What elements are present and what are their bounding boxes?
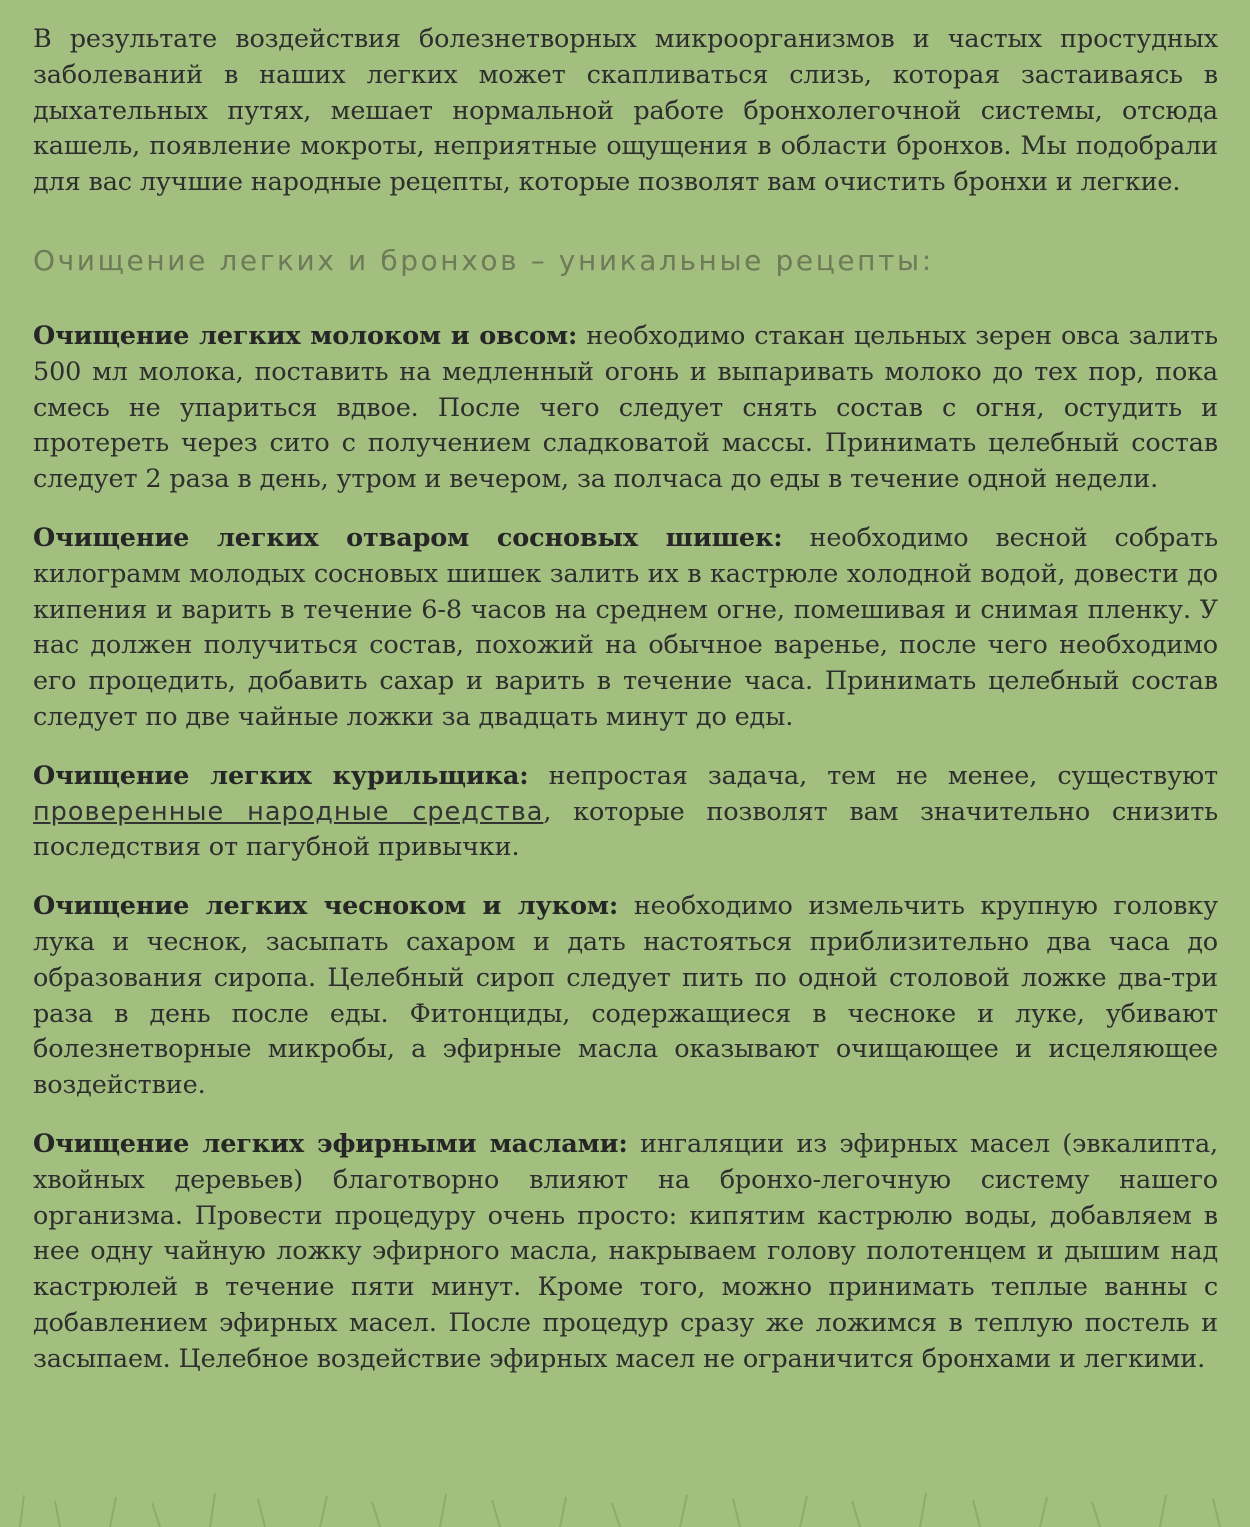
recipe-garlic-onion bbox=[33, 889, 1218, 1104]
article bbox=[33, 22, 1218, 1401]
intro-paragraph: В результате воздействия болезнетворных микроорганизмов и частых простудных заболеваний в наших легких может скапливаться слизь, которая застаиваясь в дыхательных путях, мешает нормальной работе бронхолегочной системы, отсюда кашель, появление мокроты, неприятные ощущения в области бронхов. Мы подобрали для вас лучшие народные рецепты, которые позволят вам очистить бронхи и легкие. bbox=[33, 24, 1218, 198]
recipe-title: Очищение легких курильщика: bbox=[33, 760, 529, 791]
grass-decoration bbox=[0, 1487, 1250, 1527]
recipe-essential-oils bbox=[33, 1127, 1218, 1378]
folk-remedies-link[interactable]: проверенные народные средства bbox=[33, 796, 544, 827]
recipe-title: Очищение легких молоком и овсом: bbox=[33, 320, 578, 351]
recipe-text: необходимо измельчить крупную головку лука и чеснок, засыпать сахаром и дать настояться приблизительно два часа до образования сиропа. Целебный сироп следует пить по одной столовой ложке два-три раза в день после еды. Фитонциды, содержащиеся в чесноке и луке, убивают болезнетворные микробы, а эфирные масла оказывают очищающее и исцеляющее воздействие. bbox=[33, 891, 1218, 1101]
recipe-title: Очищение легких отваром сосновых шишек: bbox=[33, 522, 783, 553]
recipe-milk-oats bbox=[33, 319, 1218, 498]
recipe-text: непростая задача, тем не менее, существуют bbox=[528, 760, 1218, 791]
recipe-text: ингаляции из эфирных масел (эвкалипта, хвойных деревьев) благотворно влияют на бронхо-легочную систему нашего организма. Провести процедуру очень просто: кипятим кастрюлю воды, добавляем в нее одну чайную ложку эфирного масла, накрываем голову полотенцем и дышим над кастрюлей в течение пяти минут. Кроме того, можно принимать теплые ванны с добавлением эфирных масел. После процедур сразу же ложимся в теплую постель и засыпаем. Целебное воздействие эфирных масел не ограничится бронхами и легкими. bbox=[33, 1128, 1218, 1374]
recipe-title: Очищение легких эфирными маслами: bbox=[33, 1128, 628, 1159]
recipe-text: , которые позволят вам значительно снизить последствия от пагубной привычки. bbox=[33, 796, 1218, 863]
recipe-title: Очищение легких чесноком и луком: bbox=[33, 891, 619, 922]
recipe-text: необходимо весной собрать килограмм молодых сосновых шишек залить их в кастрюле холодной водой, довести до кипения и варить в течение 6-8 часов на среднем огне, помешивая и снимая пленку. У нас должен получиться состав, похожий на обычное варенье, после чего необходимо его процедить, добавить сахар и варить в течение часа. Принимать целебный состав следует по две чайные ложки за двадцать минут до еды. bbox=[33, 522, 1219, 732]
recipe-pine-cones bbox=[33, 521, 1218, 736]
section-heading: Очищение легких и бронхов – уникальные рецепты: bbox=[33, 243, 934, 277]
recipe-text: необходимо стакан цельных зерен овса залить 500 мл молока, поставить на медленный огонь и выпаривать молоко до тех пор, пока смесь не упариться вдвое. После чего следует снять состав с огня, остудить и протереть через сито с получением сладковатой массы. Принимать целебный состав следует 2 раза в день, утром и вечером, за полчаса до еды в течение одной недели. bbox=[33, 320, 1218, 495]
recipe-smoker bbox=[33, 759, 1218, 866]
